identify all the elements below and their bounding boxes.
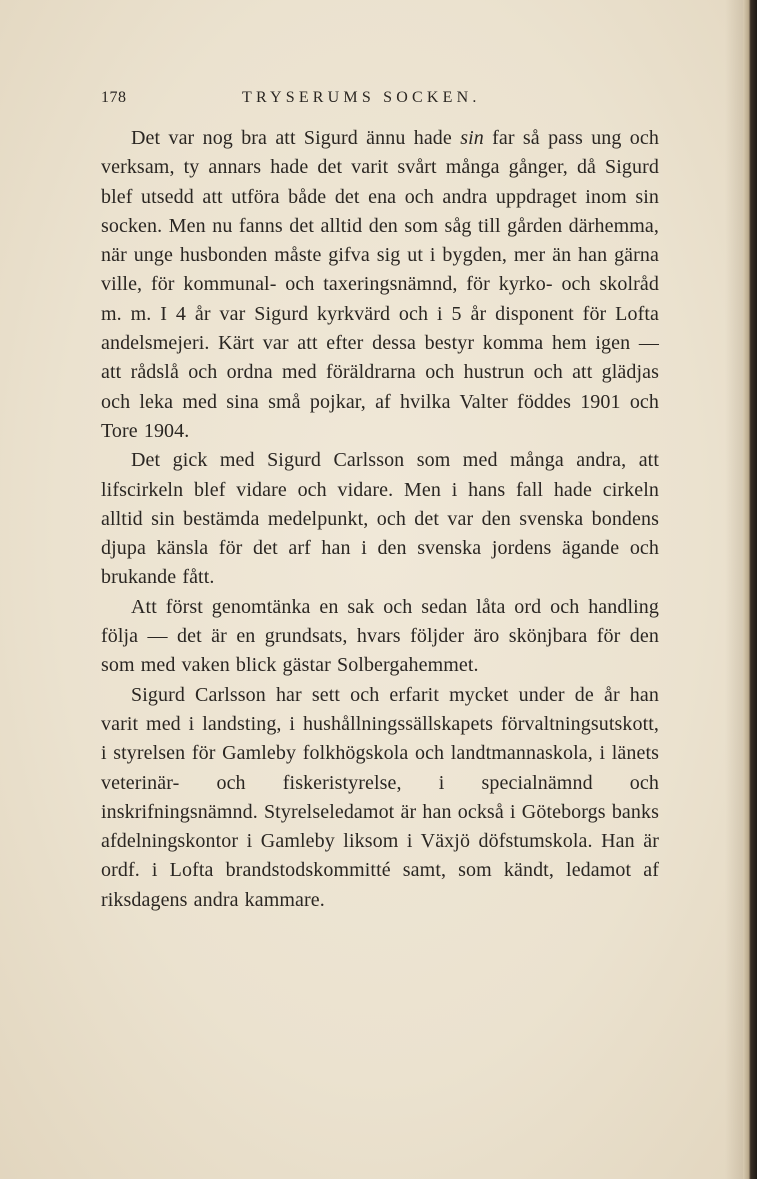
paragraph: Sigurd Carlsson har sett och erfarit mycket under de år han varit med i landsting, i hushållningssällskapets förvaltningsutskott, i styrelsen för Gamleby folkhögskola och landtmannaskola, i länets veterinär- och fiskeristyrelse, i specialnämnd och inskrifningsnämnd. Styrelseledamot är han också i Göteborgs banks afdelningskontor i Gamleby liksom i Växjö döfstumskola. Han är ordf. i Lofta brandstodskommitté samt, som kändt, ledamot af riksdagens andra kammare. [101, 683, 659, 911]
running-head: TRYSERUMS SOCKEN. [242, 89, 481, 106]
paragraph: Det var nog bra att Sigurd ännu hade sin far så pass ung och verksam, ty annars hade det varit svårt många gånger, då Sigurd blef utsedd att utföra både det ena och andra uppdraget inom sin socken. Men nu fanns det alltid den som såg till gården därhemma, när unge husbonden måste gifva sig ut i bygden, mer än han gärna ville, för kommunal- och taxeringsnämnd, för kyrko- och skolråd m. m. I 4 år var Sigurd kyrkvärd och i 5 år disponent för Lofta andelsmejeri. Kärt var att efter dessa bestyr komma hem igen — att rådslå och ordna med föräldrarna och hustrun och att glädjas och leka med sina små pojkar, af hvilka Valter föddes 1901 och Tore 1904. [101, 127, 659, 442]
book-spine-edge [743, 0, 757, 1179]
paragraph: Att först genomtänka en sak och sedan låta ord och handling följa — det är en grundsats, hvars följder äro skönjbara för den som med vaken blick gästar Solbergahemmet. [101, 595, 659, 677]
page-shadow [725, 0, 743, 1179]
paragraph: Det gick med Sigurd Carlsson som med många andra, att lifscirkeln blef vidare och vidare. Men i hans fall hade cirkeln alltid sin bestämda medelpunkt, och det var den svenska bondens djupa känsla för det arf han i den svenska jordens ägande och brukande fått. [101, 449, 659, 589]
emphasis: sin [460, 127, 484, 149]
body-text [101, 124, 659, 915]
page-number: 178 [101, 89, 127, 106]
page-header [101, 89, 659, 113]
